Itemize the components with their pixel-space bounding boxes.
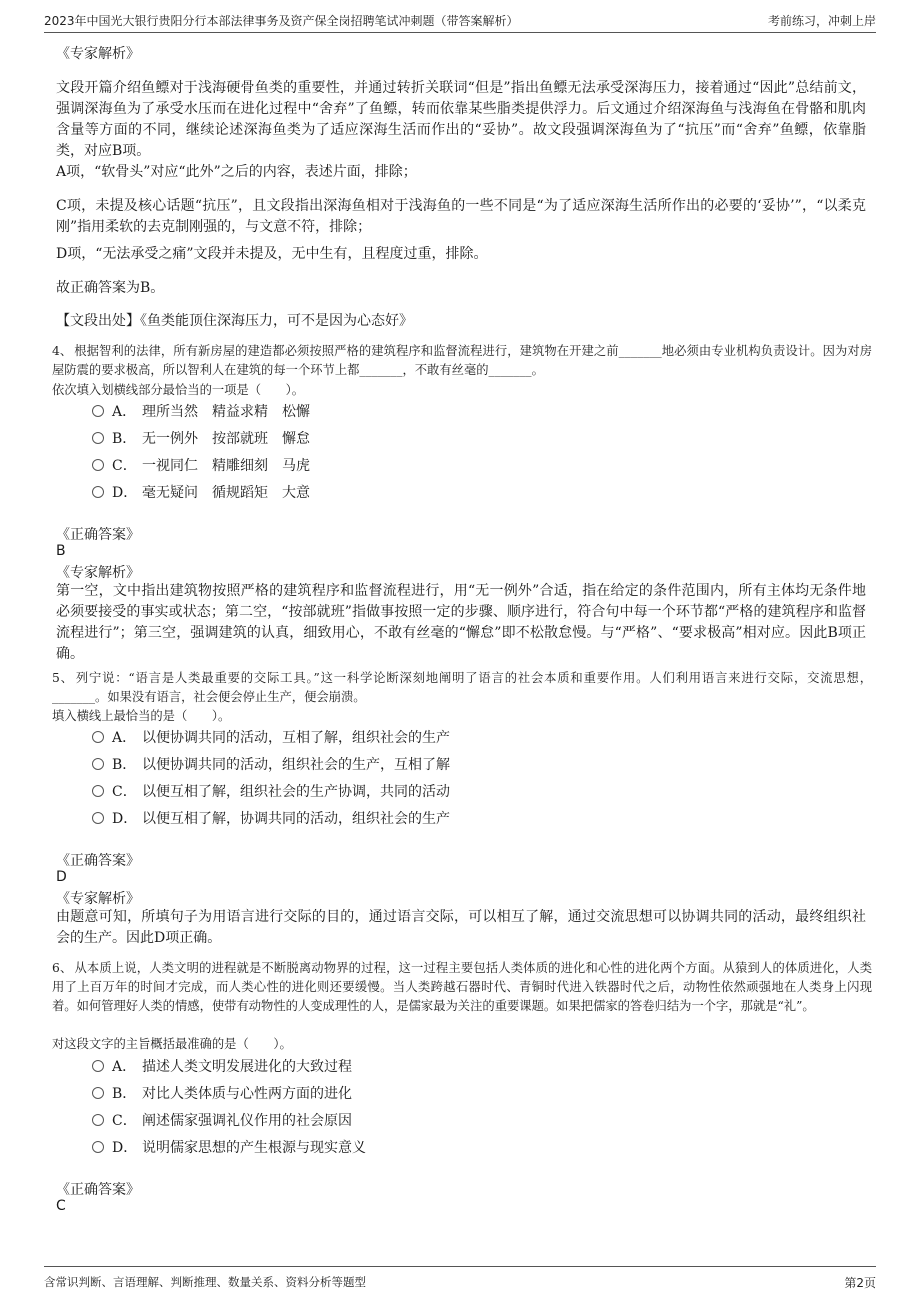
radio-button[interactable] (92, 432, 104, 444)
radio-button[interactable] (92, 785, 104, 797)
option-text: 以便协调共同的活动，组织社会的生产，互相了解 (142, 757, 450, 773)
option-text: 描述人类文明发展进化的大致过程 (142, 1059, 352, 1075)
option-letter: B． (112, 1086, 137, 1102)
radio-button[interactable] (92, 758, 104, 770)
page-number: 第2页 (844, 1276, 876, 1290)
expert-analysis-label: 《专家解析》 (56, 891, 140, 907)
page-footer (0, 1268, 920, 1298)
option-text: 说明儒家思想的产生根源与现实意义 (142, 1140, 366, 1156)
header-divider (44, 32, 876, 33)
option-a[interactable] (92, 1055, 352, 1079)
radio-button[interactable] (92, 1114, 104, 1126)
radio-button[interactable] (92, 1060, 104, 1072)
page-header (0, 0, 920, 34)
option-c[interactable] (92, 1109, 352, 1133)
option-b[interactable] (92, 753, 450, 777)
question-stem (52, 959, 872, 1016)
option-c[interactable] (92, 780, 450, 804)
expert-analysis-label: 《专家解析》 (56, 46, 140, 62)
option-letter: D． (112, 485, 138, 501)
question-prompt: 依次填入划横线部分最恰当的一项是（ ）。 (52, 383, 305, 397)
radio-button[interactable] (92, 1087, 104, 1099)
option-text: 理所当然 精益求精 松懈 (142, 404, 310, 420)
question-stem (52, 669, 872, 707)
analysis-point-d: D项，“无法承受之痛”文段并未提及，无中生有，且程度过重，排除。 (56, 246, 488, 262)
analysis-point-c: C项，未提及核心话题“抗压”，且文段指出深海鱼相对于浅海鱼的一些不同是“为了适应深海生活所作出的必要的‘妥协’”，“以柔克刚”指用柔软的去克制刚强的，与文意不符，排除； (56, 198, 866, 235)
option-letter: D． (112, 1140, 138, 1156)
radio-button[interactable] (92, 459, 104, 471)
option-letter: C． (112, 784, 137, 800)
option-text: 对比人类体质与心性两方面的进化 (142, 1086, 352, 1102)
option-b[interactable] (92, 427, 310, 451)
question-text: 根据智利的法律，所有新房屋的建造都必须按照严格的建筑程序和监督流程进行，建筑物在开建之前_______地必须由专业机构负责设计。因为对房屋防震的要求极高，所以智利人在建筑的每一个环节上都_______，不敢有丝毫的_______。 (52, 344, 873, 377)
analysis-point-a: A项，“软骨头”对应“此外”之后的内容，表述片面，排除； (56, 164, 417, 180)
option-letter: C． (112, 1113, 137, 1129)
option-letter: A． (112, 730, 137, 746)
option-c[interactable] (92, 454, 310, 478)
analysis-paragraph: 文段开篇介绍鱼鳔对于浅海硬骨鱼类的重要性，并通过转折关联词“但是”指出鱼鳔无法承受深海压力，接着通过“因此”总结前文，强调深海鱼为了承受水压而在进化过程中“舍弃”了鱼鳔，转而依靠某些脂类提供浮力。后文通过介绍深海鱼与浅海鱼在骨骼和肌肉含量等方面的不同，继续论述深海鱼类为了适应深海生活而作出的“妥协”。故文段强调深海鱼为了“抗压”而“舍弃”鱼鳔，依靠脂类，对应B项。 (56, 80, 866, 159)
radio-button[interactable] (92, 731, 104, 743)
correct-answer: D (56, 869, 67, 885)
radio-button[interactable] (92, 486, 104, 498)
option-text: 毫无疑问 循规蹈矩 大意 (142, 485, 310, 501)
question-number: 6、 (52, 961, 73, 975)
analysis-paragraph: 第一空，文中指出建筑物按照严格的建筑程序和监督流程进行，用“无一例外”合适，指在给定的条件范围内，所有主体均无条件地必须要接受的事实或状态；第二空，“按部就班”指做事按照一定的步骤、顺序进行，符合句中每一个环节都“严格的建筑程序和监督流程进行”；第三空，强调建筑的认真，细致用心，不敢有丝毫的“懈怠”即不松散怠慢。与“严格”、“要求极高”相对应。因此B项正确。 (56, 583, 866, 662)
passage-source: 【文段出处】《鱼类能顶住深海压力，可不是因为心态好》 (56, 313, 413, 329)
question-prompt: 对这段文字的主旨概括最准确的是（ ）。 (52, 1037, 292, 1051)
option-letter: C． (112, 458, 137, 474)
option-text: 阐述儒家强调礼仪作用的社会原因 (142, 1113, 352, 1129)
question-number: 4、 (52, 344, 73, 358)
question-number: 5、 (52, 671, 74, 685)
option-a[interactable] (92, 400, 310, 424)
question-prompt: 填入横线上最恰当的是（ ）。 (52, 709, 231, 723)
option-d[interactable] (92, 481, 310, 505)
correct-answer: B (56, 543, 66, 559)
option-a[interactable] (92, 726, 450, 750)
option-letter: A． (112, 1059, 137, 1075)
option-d[interactable] (92, 1136, 366, 1160)
correct-answer-label: 《正确答案》 (56, 1182, 140, 1198)
question-text: 列宁说：“语言是人类最重要的交际工具。”这一科学论断深刻地阐明了语言的社会本质和重要作用。人们利用语言来进行交际，交流思想，_______。如果没有语言，社会便会停止生产，便会崩溃。 (52, 671, 872, 704)
radio-button[interactable] (92, 812, 104, 824)
question-stem (52, 342, 872, 380)
radio-button[interactable] (92, 405, 104, 417)
option-text: 以便协调共同的活动，互相了解，组织社会的生产 (142, 730, 450, 746)
option-letter: A． (112, 404, 137, 420)
option-b[interactable] (92, 1082, 352, 1106)
option-text: 以便互相了解，组织社会的生产协调，共同的活动 (142, 784, 450, 800)
correct-answer: C (56, 1198, 66, 1214)
correct-answer-label: 《正确答案》 (56, 527, 140, 543)
radio-button[interactable] (92, 1141, 104, 1153)
option-letter: B． (112, 431, 137, 447)
option-letter: B． (112, 757, 137, 773)
header-slogan: 考前练习，冲刺上岸 (767, 14, 876, 28)
footer-divider (44, 1266, 876, 1267)
footer-text: 含常识判断、言语理解、判断推理、数量关系、资料分析等题型 (44, 1275, 366, 1289)
option-text: 一视同仁 精雕细刻 马虎 (142, 458, 310, 474)
analysis-conclusion: 故正确答案为B。 (56, 280, 165, 296)
option-text: 以便互相了解，协调共同的活动，组织社会的生产 (142, 811, 450, 827)
document-title: 2023年中国光大银行贵阳分行本部法律事务及资产保全岗招聘笔试冲刺题（带答案解析） (44, 14, 519, 28)
option-text: 无一例外 按部就班 懈怠 (142, 431, 310, 447)
correct-answer-label: 《正确答案》 (56, 853, 140, 869)
expert-analysis-label: 《专家解析》 (56, 565, 140, 581)
option-d[interactable] (92, 807, 450, 831)
analysis-paragraph: 由题意可知，所填句子为用语言进行交际的目的，通过语言交际，可以相互了解，通过交流思想可以协调共同的活动，最终组织社会的生产。因此D项正确。 (56, 909, 866, 946)
option-letter: D． (112, 811, 138, 827)
question-text: 从本质上说，人类文明的进程就是不断脱离动物界的过程，这一过程主要包括人类体质的进化和心性的进化两个方面。从猿到人的体质进化，人类用了上百万年的时间才完成，而人类心性的进化则还要缓慢。当人类跨越石器时代、青铜时代进入铁器时代之后，动物性依然顽强地在人类身上闪现着。如何管理好人类的情感，使带有动物性的人变成理性的人，是儒家最为关注的重要课题。如果把儒家的答卷归结为一个字，那就是“礼”。 (52, 961, 872, 1013)
